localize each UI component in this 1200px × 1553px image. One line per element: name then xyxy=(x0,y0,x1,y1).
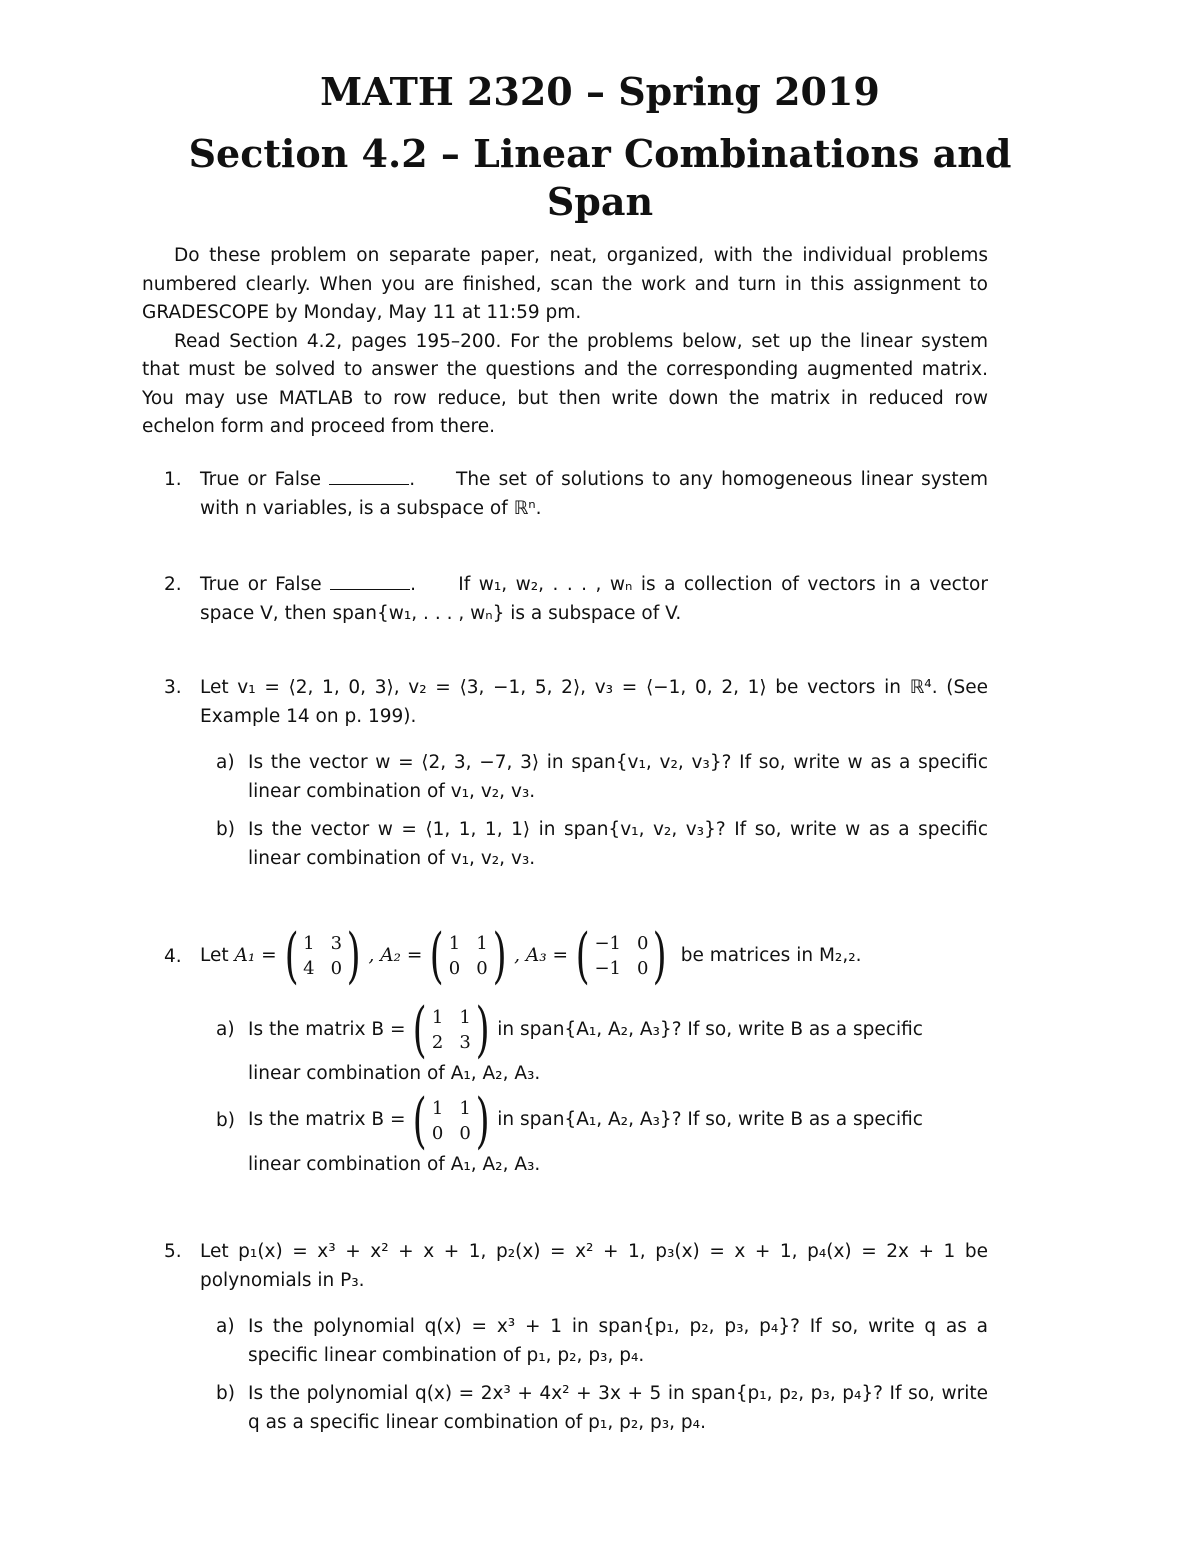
matrix-entry: 1 xyxy=(431,1007,444,1028)
problem-4b-post: in span{A₁, A₂, A₃}? If so, write B as a specific xyxy=(497,1109,923,1131)
problem-1-number: 1. xyxy=(164,469,182,490)
matrix-A2: ( 1 1 0 0 ) xyxy=(430,921,507,991)
problem-1: 1. True or False . The set of solutions to any homogeneous linear system with n variables, is a subspace of ℝⁿ. xyxy=(142,466,988,523)
problem-4b-label: b) xyxy=(216,1109,235,1131)
problem-2-prefix: True or False xyxy=(200,574,322,595)
section-title: Section 4.2 – Linear Combinations and Span xyxy=(188,131,1012,224)
matrix-entry: 1 xyxy=(448,933,461,954)
matrix-entry: 1 xyxy=(303,933,315,954)
problem-4b xyxy=(200,1085,988,1180)
matrix-entry: 0 xyxy=(476,958,488,979)
problem-5b xyxy=(200,1380,988,1437)
problem-4b-pre: Is the matrix B = xyxy=(248,1109,406,1131)
instructions-paragraph-2: Read Section 4.2, pages 195–200. For the problems below, set up the linear system that must be solved to answer the questions and the corresponding augmented matrix. You may use MATLAB to row reduce, but then write down the matrix in reduced row echelon form and proceed from there. xyxy=(142,330,988,437)
problem-3a-label: a) xyxy=(216,752,235,773)
problem-4-number: 4. xyxy=(164,946,182,967)
problem-5b-text: Is the polynomial q(x) = 2x³ + 4x² + 3x + 5 in span{p₁, p₂, p₃, p₄}? If so, write q as a specific linear combination of p₁, p₂, p₃, p₄. xyxy=(248,1383,988,1433)
problem-5a-text: Is the polynomial q(x) = x³ + 1 in span{p₁, p₂, p₃, p₄}? If so, write q as a specific linear combination of p₁, p₂, p₃, p₄. xyxy=(248,1316,988,1366)
problem-1-prefix: True or False xyxy=(200,469,322,490)
matrix-entry: 0 xyxy=(448,958,461,979)
problem-4a-label: a) xyxy=(216,1019,235,1040)
problem-5a xyxy=(200,1313,988,1370)
matrix-B-b: ( 1 1 0 0 ) xyxy=(413,1085,490,1156)
problem-3b-label: b) xyxy=(216,819,235,840)
problem-3b xyxy=(200,816,988,873)
matrix-entry: 0 xyxy=(431,1122,444,1144)
problem-5-text: Let p₁(x) = x³ + x² + x + 1, p₂(x) = x² + 1, p₃(x) = x + 1, p₄(x) = 2x + 1 be polynomials in P₃. xyxy=(200,1241,988,1291)
problem-3a xyxy=(200,749,988,806)
matrix-entry: 3 xyxy=(330,933,343,954)
problem-3 xyxy=(142,674,988,873)
problem-4-tail: be matrices in M₂,₂. xyxy=(680,944,862,966)
matrix-A1-label: A₁ = xyxy=(234,944,277,966)
matrix-entry: 0 xyxy=(330,958,343,979)
matrix-A2-label: , A₂ = xyxy=(368,944,423,966)
matrix-entry: −1 xyxy=(594,958,621,979)
problem-4a-post: in span{A₁, A₂, A₃}? If so, write B as a specific xyxy=(497,1018,923,1040)
matrix-entry: 1 xyxy=(459,1007,471,1028)
matrix-entry: 0 xyxy=(459,1122,471,1144)
matrix-entry: −1 xyxy=(594,933,621,954)
matrix-A3: ( −1 0 −1 0 ) xyxy=(575,921,668,991)
matrix-B-a: ( 1 1 2 3 ) xyxy=(413,995,490,1065)
course-title: MATH 2320 – Spring 2019 xyxy=(320,69,880,114)
matrix-A3-label: , A₃ = xyxy=(514,944,569,966)
matrix-entry: 1 xyxy=(459,1097,471,1119)
answer-blank-2[interactable] xyxy=(330,571,410,590)
matrix-entry: 0 xyxy=(637,933,649,954)
matrix-entry: 2 xyxy=(431,1032,444,1053)
matrix-entry: 0 xyxy=(637,958,649,979)
instructions-paragraph-1: Do these problem on separate paper, neat, organized, with the individual problems numbered clearly. When you are finished, scan the work and turn in this assignment to GRADESCOPE by Monday, May 11 at 11:59 pm. xyxy=(142,245,988,323)
problem-1-text: The set of solutions to any homogeneous linear system with n variables, is a subspace of ℝⁿ. xyxy=(200,469,988,519)
matrix-entry: 1 xyxy=(431,1097,444,1119)
problem-5b-label: b) xyxy=(216,1383,235,1404)
problem-4a-pre: Is the matrix B = xyxy=(248,1018,406,1040)
problem-4a xyxy=(200,995,988,1089)
problem-3-text: Let v₁ = ⟨2, 1, 0, 3⟩, v₂ = ⟨3, −1, 5, 2⟩, v₃ = ⟨−1, 0, 2, 1⟩ be vectors in ℝ⁴. (See Example 14 on p. 199). xyxy=(200,677,988,727)
problem-2: 2. True or False . If w₁, w₂, . . . , wₙ is a collection of vectors in a vector space V, then span{w₁, . . . , wₙ} is a subspace of V. xyxy=(142,571,988,628)
answer-blank-1[interactable] xyxy=(329,466,409,485)
matrix-A1: ( 1 3 4 0 ) xyxy=(284,921,361,991)
problem-5a-label: a) xyxy=(216,1316,235,1337)
problem-3b-text: Is the vector w = ⟨1, 1, 1, 1⟩ in span{v₁, v₂, v₃}? If so, write w as a specific linear combination of v₁, v₂, v₃. xyxy=(248,819,988,869)
problem-4b-line2: linear combination of A₁, A₂, A₃. xyxy=(248,1153,541,1175)
problem-4 xyxy=(142,921,988,1179)
problem-4-let: Let xyxy=(200,944,229,966)
matrix-entry: 3 xyxy=(459,1032,471,1053)
problem-2-number: 2. xyxy=(164,574,182,595)
problem-3-number: 3. xyxy=(164,677,182,698)
problem-5 xyxy=(142,1238,988,1437)
problem-4a-line2: linear combination of A₁, A₂, A₃. xyxy=(248,1063,541,1084)
problem-5-number: 5. xyxy=(164,1241,182,1262)
instructions xyxy=(142,242,988,442)
problem-3a-text: Is the vector w = ⟨2, 3, −7, 3⟩ in span{v₁, v₂, v₃}? If so, write w as a specific linear combination of v₁, v₂, v₃. xyxy=(248,752,988,802)
matrix-entry: 1 xyxy=(476,933,488,954)
problem-2-text: If w₁, w₂, . . . , wₙ is a collection of vectors in a vector space V, then span{w₁, . . . , wₙ} is a subspace of V. xyxy=(200,574,988,624)
matrix-entry: 4 xyxy=(303,958,315,979)
